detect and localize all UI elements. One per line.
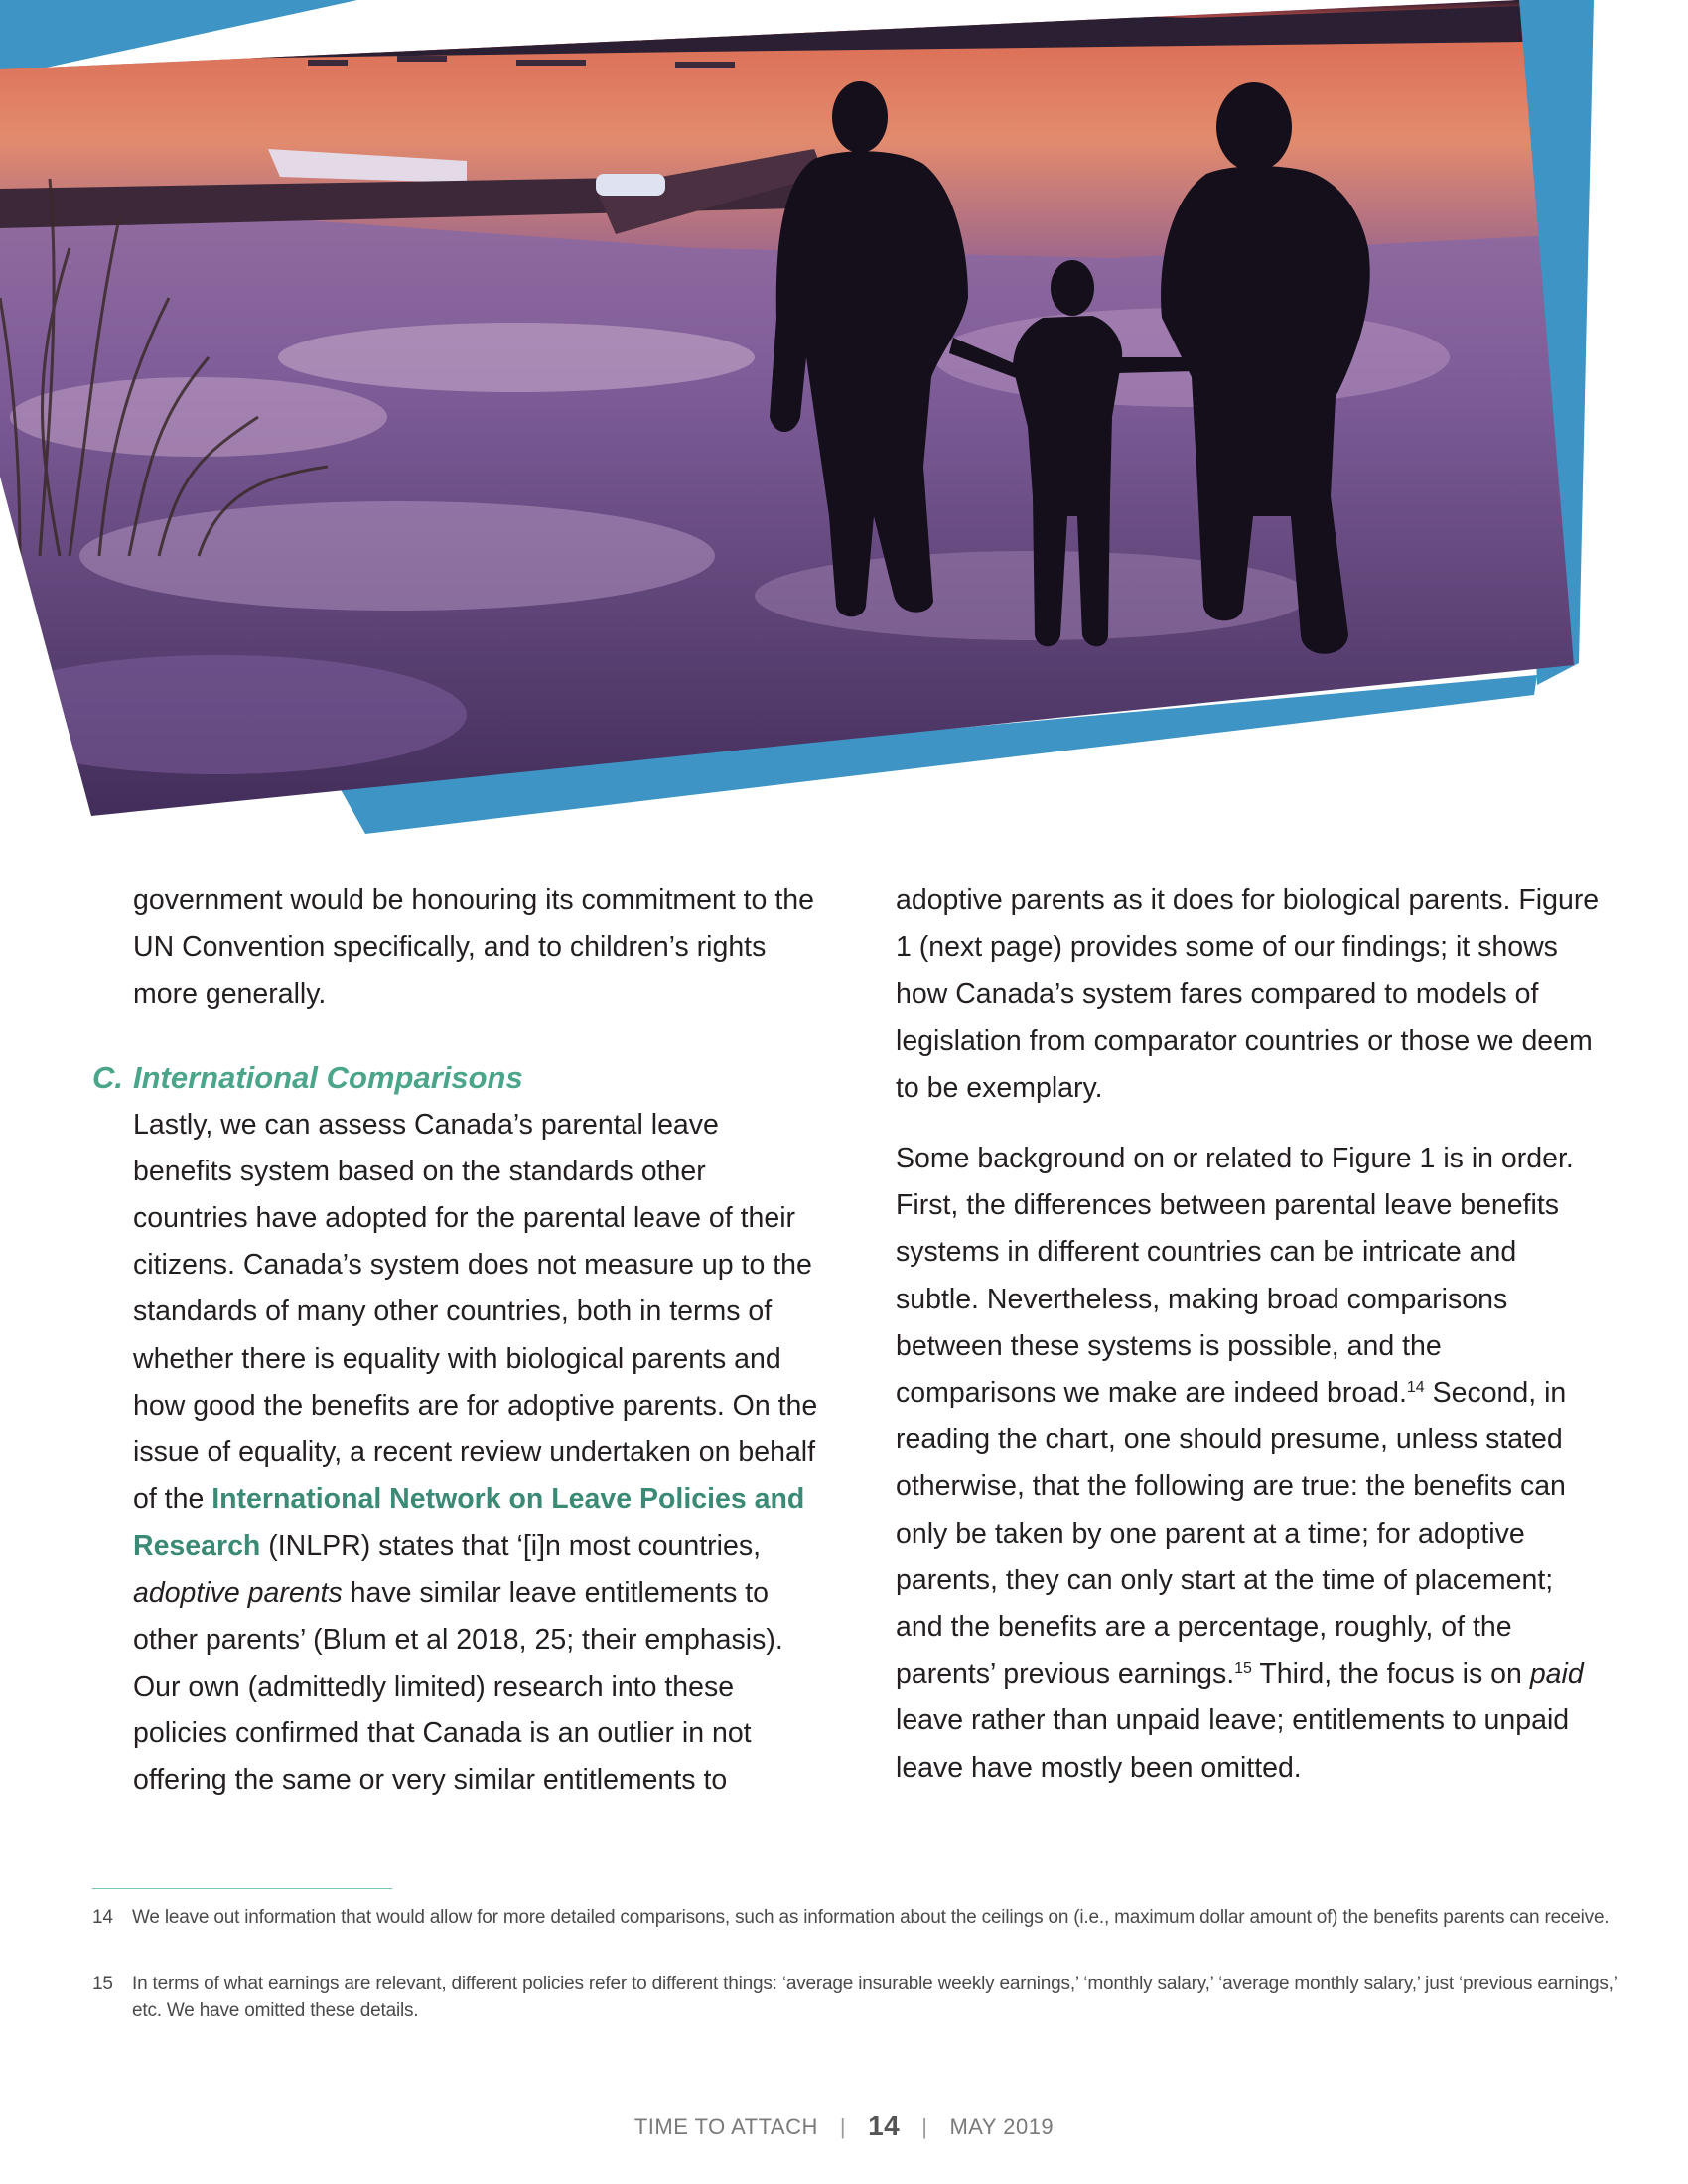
section-letter: C. (92, 1060, 123, 1095)
footnote-divider (92, 1888, 392, 1889)
footnote-text: We leave out information that would allow for more detailed comparisons, such as information about the ceilings on (i.e., maximum dollar amount of) the benefits parents can receive. (132, 1907, 1610, 1928)
footnote-number: 15 (92, 1974, 113, 1994)
inlpr-link[interactable]: International Network on Leave Policies and Research (133, 1483, 805, 1563)
section-heading (92, 1058, 523, 1098)
footer-date: MAY 2019 (949, 2115, 1055, 2139)
footnote-14 (92, 1904, 1641, 1931)
right-paragraph-1: adoptive parents as it does for biological parents. Figure 1 (next page) provides some of our findings; it shows how Canada’s system fares compared to models of legislation from comparator countries or those we deem to be exemplary. (896, 885, 1600, 1104)
page-number: 14 (868, 2111, 901, 2141)
footer-title: TIME TO ATTACH (633, 2115, 818, 2139)
right-column (896, 878, 1601, 1792)
right-paragraph-2: Some background on or related to Figure 1 is in order. First, the differences between parental leave benefits systems in different countries can be intricate and subtle. Nevertheless, making broad comparisons between these systems is possible, and the comparisons we make are indeed broad.$^{14}$ Second, in reading the chart, one should presume, unless stated otherwise, that the following are true: the benefits can only be taken by one parent at a time; for adoptive parents, they can only start at the time of placement; and the benefits are a percentage, roughly, of the parents’ previous earnings.$^{15}$ Third, the focus is on paid leave rather than unpaid leave; entitlements to unpaid leave have mostly been omitted. (896, 1143, 1584, 1784)
section-title: International Comparisons (133, 1060, 523, 1095)
footer-separator: | (921, 2115, 928, 2139)
left-paragraph-1: government would be honouring its commitment to the UN Convention specifically, and to children’s rights more generally. (133, 885, 814, 1011)
footnote-ref-14[interactable]: 14 (1406, 1379, 1425, 1397)
footer-separator: | (839, 2115, 847, 2139)
left-column (133, 878, 818, 1805)
page-footer (0, 2111, 1688, 2142)
left-paragraph-2: Lastly, we can assess Canada’s parental leave benefits system based on the standards other countries have adopted for the parental leave of their citizens. Canada’s system does not measure up to the standards of many other countries, both in terms of whether there is equality with biological parents and how good the benefits are for adoptive parents. On the issue of equality, a recent review undertaken on behalf of the International Network on Leave Policies and Research (INLPR) states that ‘[i]n most countries, adoptive parents have similar leave entitlements to other parents’ (Blum et al 2018, 25; their emphasis). Our own (admittedly limited) research into these policies confirmed that Canada is an outlier in not offering the same or very similar entitlements to (133, 1108, 818, 1797)
footnote-15 (92, 1971, 1641, 2024)
footnote-text: In terms of what earnings are relevant, different policies refer to different things: ‘average insurable weekly earnings,’ ‘monthly salary,’ ‘average monthly salary,’ just ‘previous earnings,’ etc. We have omitted these details. (132, 1974, 1618, 2021)
footnote-number: 14 (92, 1907, 113, 1928)
hero-photo (0, 0, 1688, 854)
footnote-ref-15[interactable]: 15 (1234, 1660, 1252, 1678)
